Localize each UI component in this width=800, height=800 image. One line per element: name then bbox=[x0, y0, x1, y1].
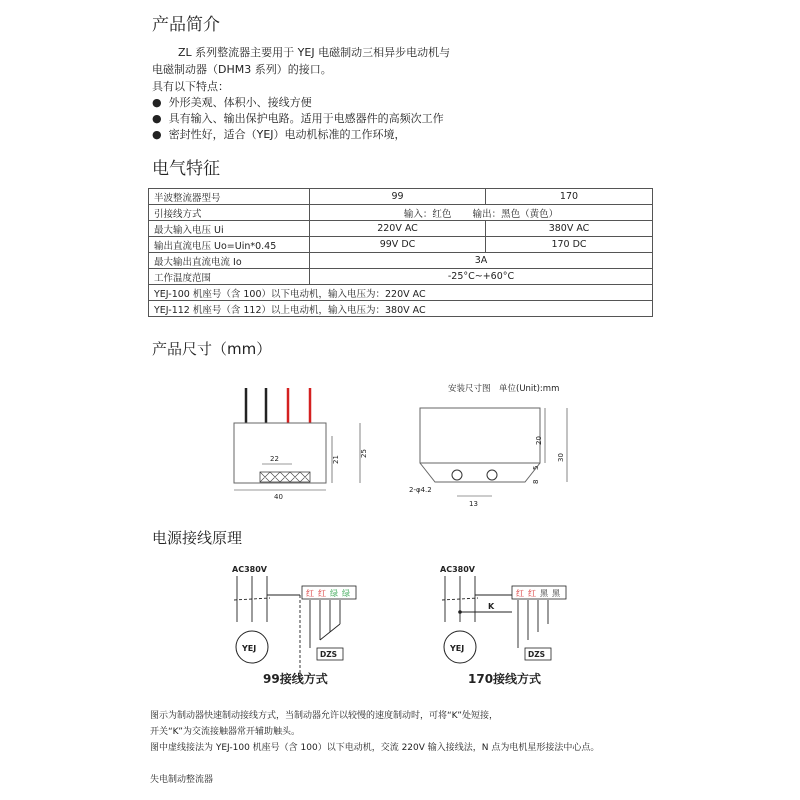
table-cell: 380V AC bbox=[486, 221, 653, 237]
table-row bbox=[149, 253, 653, 269]
dim-label: 22 bbox=[270, 455, 279, 463]
junction-dot bbox=[458, 610, 462, 614]
wiring-heading: 电源接线原理 bbox=[152, 529, 243, 547]
intro-line-3: 具有以下特点： bbox=[152, 80, 229, 93]
note-line: 图中虚线接法为 YEJ-100 机座号（含 100）以下电动机，交流 220V 输入接线法，N 点为电机星形接法中心点。 bbox=[150, 743, 600, 753]
wiring-diagram-170 bbox=[430, 560, 575, 688]
rectifier-body bbox=[420, 408, 540, 463]
table-cell: YEJ-100 机座号（含 100）以下电动机，输入电压为：220V AC bbox=[149, 285, 653, 301]
bullet-icon: ● bbox=[152, 96, 162, 109]
intro-line-2: 电磁制动器（DHM3 系列）的接口。 bbox=[152, 63, 332, 76]
terminal-color: 绿 bbox=[330, 589, 338, 598]
note-line: 图示为制动器快速制动接线方式，当制动器允许以较慢的速度制动时，可将“K”处短接， bbox=[150, 711, 498, 721]
note-line: 开关“K”为交流接触器常开辅助触头。 bbox=[150, 727, 300, 737]
terminal-color: 红 bbox=[516, 589, 524, 598]
output-wire bbox=[330, 624, 340, 632]
dim-label: 8 bbox=[532, 479, 540, 484]
switch-label: K bbox=[488, 602, 495, 611]
table-cell: -25°C~+60°C bbox=[310, 269, 653, 285]
terminal-color: 黑 bbox=[540, 589, 548, 598]
table-cell: 最大输出直流电流 Io bbox=[149, 253, 310, 269]
table-cell: 半波整流器型号 bbox=[149, 189, 310, 205]
dim-label: 13 bbox=[469, 500, 478, 508]
dimensions-heading: 产品尺寸（mm） bbox=[152, 340, 272, 358]
mount-view-drawing bbox=[405, 400, 585, 510]
table-row bbox=[149, 269, 653, 285]
table-cell bbox=[310, 205, 653, 221]
dim-label: 25 bbox=[360, 449, 368, 458]
table-cell: 最大输入电压 Ui bbox=[149, 221, 310, 237]
table-row bbox=[149, 221, 653, 237]
mount-hole bbox=[452, 470, 462, 480]
table-cell: 170 bbox=[486, 189, 653, 205]
table-row bbox=[149, 205, 653, 221]
table-cell: YEJ-112 机座号（含 112）以上电动机，输入电压为：380V AC bbox=[149, 301, 653, 317]
bullet-icon: ● bbox=[152, 128, 162, 141]
terminal-color: 绿 bbox=[342, 589, 350, 598]
dim-label: 2-φ4.2 bbox=[409, 486, 432, 494]
table-row bbox=[149, 285, 653, 301]
table-row bbox=[149, 237, 653, 253]
side-view-drawing bbox=[220, 378, 390, 503]
dim-label: 40 bbox=[274, 493, 283, 501]
hatch-pattern bbox=[260, 472, 310, 482]
output-wire bbox=[320, 632, 330, 640]
intro-line-1: ZL 系列整流器主要用于 YEJ 电磁制动三相异步电动机与 bbox=[178, 46, 451, 59]
table-cell: 170 DC bbox=[486, 237, 653, 253]
dim-label: 30 bbox=[557, 453, 565, 462]
mount-hole bbox=[487, 470, 497, 480]
table-cell: 220V AC bbox=[310, 221, 486, 237]
motor-label: YEJ bbox=[450, 644, 465, 653]
intro-heading: 产品简介 bbox=[152, 15, 220, 35]
terminal-color: 红 bbox=[528, 589, 536, 598]
feature-text: 密封性好，适合（YEJ）电动机标准的工作环境， bbox=[168, 128, 406, 141]
terminal-color: 红 bbox=[306, 589, 314, 598]
terminal-color: 黑 bbox=[552, 589, 560, 598]
dim-label: 21 bbox=[332, 455, 340, 464]
table-cell: 99V DC bbox=[310, 237, 486, 253]
supply-label: AC380V bbox=[440, 565, 475, 574]
wiring-diagram-99 bbox=[222, 560, 367, 688]
table-cell: 输出直流电压 Uo=Uin*0.45 bbox=[149, 237, 310, 253]
feature-item bbox=[152, 127, 406, 143]
lead-input: 输入：红色 bbox=[403, 208, 452, 220]
rectifier-body bbox=[234, 423, 326, 483]
wiring-caption-170: 170接线方式 bbox=[468, 672, 542, 686]
lead-output: 输出：黑色（黄色） bbox=[472, 208, 559, 220]
motor-label: YEJ bbox=[242, 644, 257, 653]
dim-label: 5 bbox=[532, 465, 540, 470]
brake-label: DZS bbox=[320, 650, 338, 659]
feature-text: 具有输入、输出保护电路。适用于电感器件的高频次工作 bbox=[168, 112, 444, 125]
table-cell: 99 bbox=[310, 189, 486, 205]
spec-table bbox=[148, 188, 653, 317]
bullet-icon: ● bbox=[152, 112, 162, 125]
table-cell: 引接线方式 bbox=[149, 205, 310, 221]
terminal-color: 红 bbox=[318, 589, 326, 598]
table-cell: 3A bbox=[310, 253, 653, 269]
mount-flange bbox=[420, 463, 540, 482]
wiring-caption-99: 99接线方式 bbox=[263, 672, 328, 686]
feature-text: 外形美观、体积小、接线方便 bbox=[168, 96, 312, 109]
feature-item bbox=[152, 95, 312, 111]
dimensions-caption: 安装尺寸图 单位(Unit):mm bbox=[448, 384, 560, 394]
supply-label: AC380V bbox=[232, 565, 267, 574]
brake-label: DZS bbox=[528, 650, 546, 659]
feature-item bbox=[152, 111, 444, 127]
table-cell: 工作温度范围 bbox=[149, 269, 310, 285]
dim-label: 20 bbox=[535, 436, 543, 445]
table-row bbox=[149, 189, 653, 205]
electrical-heading: 电气特征 bbox=[152, 159, 220, 179]
table-row bbox=[149, 301, 653, 317]
footer-label: 失电制动整流器 bbox=[150, 775, 214, 785]
